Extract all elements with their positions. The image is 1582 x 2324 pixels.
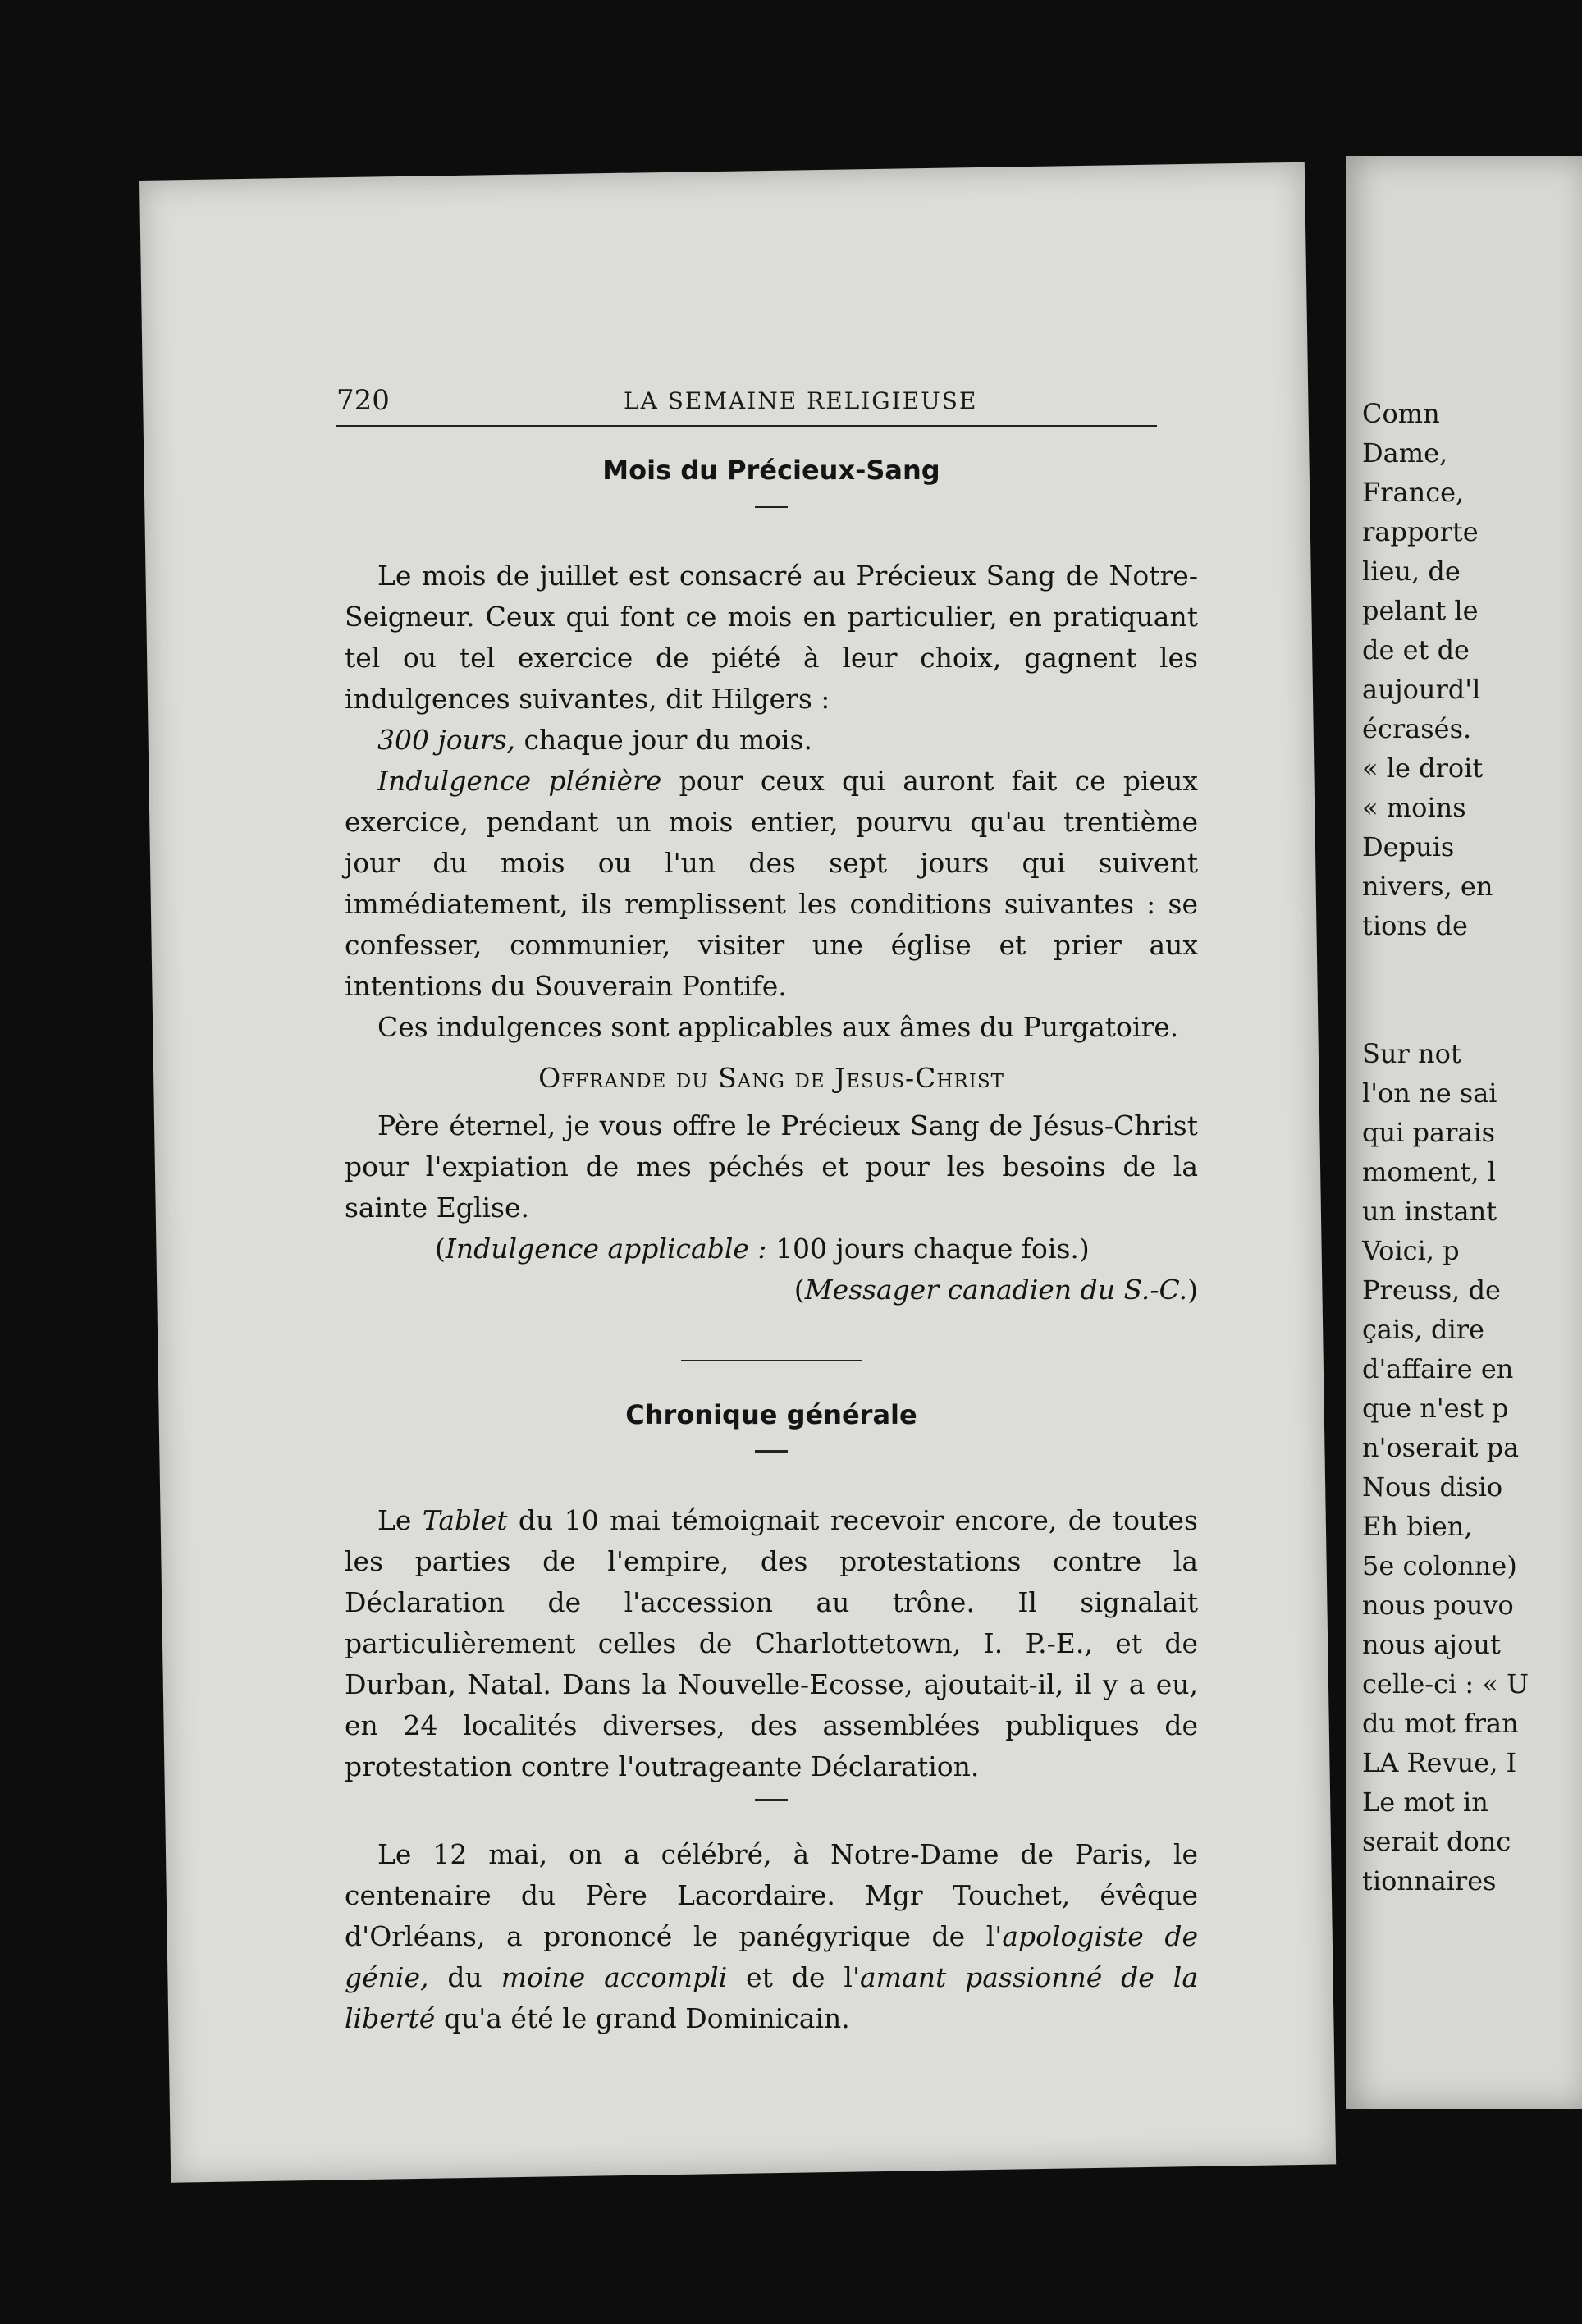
right-page-line: pelant le xyxy=(1362,595,1479,626)
right-page-line: Eh bien, xyxy=(1362,1511,1473,1542)
right-page-line: écrasés. xyxy=(1362,713,1472,744)
right-page-line: LA Revue, I xyxy=(1362,1747,1517,1778)
italic-text: Tablet xyxy=(422,1504,508,1536)
text: pour ceux qui auront fait ce pieux exercice, pendant un mois entier, pourvu qu'au trentième jour du mois ou l'un des sept jours qui suivent immédiatement, ils remplissent les conditions suivantes : se confesser, communier, visiter une église et prier aux intentions du Souverain Pontife. xyxy=(345,765,1198,1002)
right-page-line: çais, dire xyxy=(1362,1314,1484,1345)
right-page-line: Comn xyxy=(1362,398,1440,429)
text: Le 12 mai, on a célébré, à Notre-Dame de Paris, le centenaire du Père Lacordaire. Mgr Touchet, évêque d'Orléans, a prononcé le panégyrique de l' xyxy=(345,1838,1198,1952)
subheading-offrande: Offrande du Sang de Jesus-Christ xyxy=(538,1062,1004,1094)
italic-text: Messager canadien du S.-C. xyxy=(804,1274,1188,1306)
right-page-line: qui parais xyxy=(1362,1117,1496,1148)
text: 100 jours chaque fois. xyxy=(766,1233,1079,1265)
text: qu'a été le grand Dominicain. xyxy=(435,2002,850,2034)
right-page-line: de et de xyxy=(1362,634,1470,666)
right-page-line: aujourd'l xyxy=(1362,674,1481,705)
paragraph xyxy=(345,720,1198,761)
title-dash xyxy=(755,506,788,508)
text: chaque jour du mois. xyxy=(515,724,812,756)
right-page-column-top xyxy=(1362,394,1582,945)
text: Le xyxy=(377,1504,423,1536)
text: du xyxy=(428,1961,501,1993)
right-page-line: rapporte xyxy=(1362,516,1479,547)
article-body xyxy=(345,450,1198,2039)
right-page-column-bottom xyxy=(1362,1034,1582,1901)
right-page-line: France, xyxy=(1362,477,1465,508)
page-header xyxy=(197,384,1155,417)
right-page-line: nivers, en xyxy=(1362,871,1493,902)
right-page-line: Preuss, de xyxy=(1362,1274,1501,1306)
paragraph: Le mois de juillet est consacré au Précieux Sang de Notre-Seigneur. Ceux qui font ce mois en particulier, en pratiquant tel ou tel exercice de piété à leur choix, gagnent les indulgences suivantes, dit Hilgers : xyxy=(345,560,1198,715)
page-number: 720 xyxy=(336,384,390,417)
right-page-line: tions de xyxy=(1362,910,1468,941)
right-page-line: Depuis xyxy=(1362,831,1455,862)
right-page-line: Nous disio xyxy=(1362,1471,1503,1503)
paragraph: Père éternel, je vous offre le Précieux Sang de Jésus-Christ pour l'expiation de mes péchés et pour les besoins de la sainte Eglise. xyxy=(345,1109,1198,1224)
header-rule xyxy=(336,425,1157,427)
source-citation: (Messager canadien du S.-C.) xyxy=(793,1274,1198,1306)
paragraph xyxy=(345,1500,1198,1787)
right-page xyxy=(1346,156,1582,2109)
title-dash xyxy=(755,1450,788,1452)
right-page-line: tionnaires xyxy=(1362,1865,1497,1896)
right-page-line: nous ajout xyxy=(1362,1629,1501,1660)
paragraph xyxy=(345,761,1198,1007)
right-page-line: lieu, de xyxy=(1362,556,1461,587)
right-page-line: moment, l xyxy=(1362,1156,1496,1187)
right-page-line: serait donc xyxy=(1362,1826,1511,1857)
right-page-line: Sur not xyxy=(1362,1038,1461,1069)
section-separator xyxy=(681,1360,862,1361)
right-page-line: Le mot in xyxy=(1362,1786,1488,1818)
right-page-line: Voici, p xyxy=(1362,1235,1460,1266)
italic-text: Indulgence applicable : xyxy=(445,1233,767,1265)
right-page-line: 5e colonne) xyxy=(1362,1550,1517,1581)
right-page-line: « le droit xyxy=(1362,753,1484,784)
right-page-line: du mot fran xyxy=(1362,1708,1519,1739)
running-title: LA SEMAINE RELIGIEUSE xyxy=(624,387,978,414)
right-page-line: d'affaire en xyxy=(1362,1353,1514,1384)
text: et de l' xyxy=(727,1961,861,1993)
right-page-line: l'on ne sai xyxy=(1362,1077,1497,1109)
right-page-line: Dame, xyxy=(1362,437,1448,469)
italic-text: 300 jours, xyxy=(377,724,516,756)
right-page-line: que n'est p xyxy=(1362,1393,1509,1424)
italic-text: moine accompli xyxy=(501,1961,728,1993)
right-page-line: n'oserait pa xyxy=(1362,1432,1520,1463)
right-page-line: nous pouvo xyxy=(1362,1590,1514,1621)
section-title-chronique: Chronique générale xyxy=(625,1399,917,1430)
indulgence-note: (Indulgence applicable : 100 jours chaque fois.) xyxy=(435,1233,1090,1265)
paragraph xyxy=(345,1834,1198,2039)
paragraph: Ces indulgences sont applicables aux âmes du Purgatoire. xyxy=(377,1011,1179,1043)
right-page-line: « moins xyxy=(1362,792,1466,823)
text: du 10 mai témoignait recevoir encore, de toutes les parties de l'empire, des protestations contre la Déclaration de l'accession au trône. Il signalait particulièrement celles de Charlottetown, I. P.-E., et de Durban, Natal. Dans la Nouvelle-Ecosse, ajoutait-il, il y a eu, en 24 localités diverses, des assemblées publiques de protestation contre l'outrageante Déclaration. xyxy=(345,1504,1198,1782)
italic-text: amant passionné de la liberté xyxy=(345,1961,1198,2034)
right-page-line: celle-ci : « U xyxy=(1362,1668,1529,1700)
right-page-line: un instant xyxy=(1362,1196,1497,1227)
italic-text: Indulgence plénière xyxy=(377,765,662,797)
section-title-precieux-sang: Mois du Précieux-Sang xyxy=(602,455,940,486)
italic-text: apologiste de génie, xyxy=(345,1920,1198,1993)
paragraph-dash xyxy=(755,1799,788,1801)
